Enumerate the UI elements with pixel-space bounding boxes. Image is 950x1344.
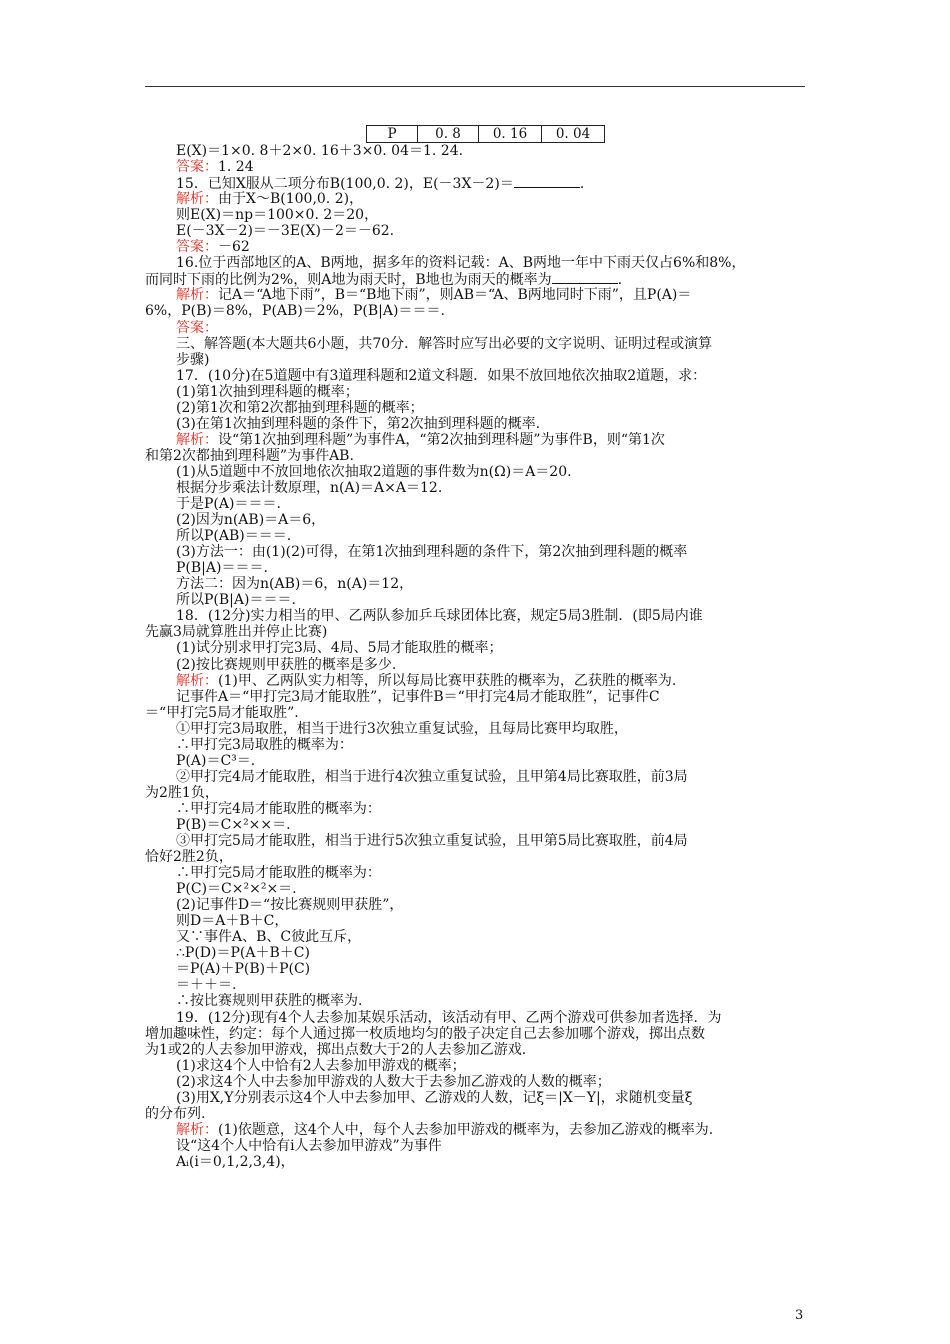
text-line: [176, 368, 808, 384]
line-text: (1)第1次抽到理科题的概率；: [176, 383, 359, 400]
line-text: 根据分步乘法计数原理，n(A)＝A×A＝12.: [176, 479, 443, 496]
text-line: [176, 143, 808, 159]
fill-in-blank: [552, 271, 618, 284]
line-text: ∴P(D)＝P(A＋B＋C): [176, 945, 310, 962]
answer-label: 解析：: [176, 1121, 218, 1138]
text-line: [176, 320, 808, 336]
line-text: ①甲打完3局取胜，相当于进行3次独立重复试验，且每局比赛甲均取胜，: [176, 720, 628, 737]
text-line: [176, 608, 808, 624]
line-text: (2)记事件D＝“按比赛规则甲获胜”，: [176, 897, 404, 914]
text-line: [176, 1074, 808, 1090]
answer-label: 解析：: [176, 672, 218, 689]
line-text: 而同时下雨的比例为2%，则A地为雨天时，B地也为雨天的概率为: [145, 272, 552, 288]
line-text: 18．(12分)实力相当的甲、乙两队参加乒乓球团体比赛，规定5局3胜制．(即5局内谁: [176, 608, 703, 625]
line-text: (3)在第1次抽到理科题的条件下，第2次抽到理科题的概率.: [176, 415, 541, 432]
text-line: [176, 913, 808, 929]
line-text: Aᵢ(i＝0,1,2,3,4)，: [176, 1153, 295, 1170]
answer-label: 答案：: [176, 319, 218, 336]
line-text: 方法二：因为n(AB)＝6，n(A)＝12，: [176, 576, 414, 593]
line-text: 1. 24: [218, 159, 254, 176]
text-line: [176, 512, 808, 528]
line-text: (1)求这4个人中恰有2人去参加甲游戏的概率；: [176, 1057, 466, 1074]
line-text: E(－3X－2)＝－3E(X)－2＝－62.: [176, 223, 395, 240]
page-number: 3: [795, 1308, 804, 1323]
text-line: [176, 384, 808, 400]
line-text: 于是P(A)＝＝＝.: [176, 496, 281, 513]
text-line: [176, 207, 808, 223]
line-text: E(X)＝1×0. 8＋2×0. 16＋3×0. 04＝1. 24.: [176, 143, 464, 159]
line-text: 则E(X)＝np＝100×0. 2＝20，: [176, 207, 379, 224]
text-line: [176, 929, 808, 945]
text-line: [176, 945, 808, 961]
line-text: 设“第1次抽到理科题”为事件A，“第2次抽到理科题”为事件B，则“第1次: [218, 431, 665, 448]
line-text: (2)按比赛规则甲获胜的概率是多少.: [176, 656, 397, 673]
line-text: 先赢3局就算胜出并停止比赛): [145, 624, 328, 641]
line-text: ∴甲打完4局才能取胜的概率为：: [176, 800, 381, 817]
text-line: [176, 673, 808, 689]
line-text: ∴甲打完3局取胜的概率为：: [176, 736, 353, 753]
line-text: 所以P(B|A)＝＝＝.: [176, 592, 296, 609]
text-line: [176, 544, 808, 560]
line-text: (2)因为n(AB)＝A＝6，: [176, 512, 326, 529]
answer-label: 答案：: [176, 239, 218, 256]
line-text: P(B|A)＝＝＝.: [176, 560, 268, 577]
text-line: [145, 705, 808, 721]
text-line: [176, 191, 808, 207]
line-text: 15．已知X服从二项分布B(100,0. 2)，E(－3X－2)＝: [176, 176, 514, 192]
text-line: [145, 785, 808, 801]
line-text: 为2胜1负，: [145, 784, 219, 801]
answer-label: 答案：: [176, 159, 218, 176]
line-text: 三、解答题(本大题共6小题，共70分．解答时应写出必要的文字说明、证明过程或演算: [176, 335, 713, 352]
text-line: [176, 239, 808, 255]
line-text: (1)从5道题中不放回地依次抽取2道题的事件数为n(Ω)＝A＝20.: [176, 463, 572, 480]
text-line: [176, 769, 808, 785]
line-text: (1)试分别求甲打完3局、4局、5局才能取胜的概率；: [176, 640, 503, 657]
text-line: [176, 352, 808, 368]
text-line: [176, 1010, 808, 1026]
answer-label: 解析：: [176, 191, 218, 208]
line-text: 19．(12分)现有4个人去参加某娱乐活动，该活动有甲、乙两个游戏可供参加者选择．为: [176, 1009, 722, 1026]
text-line: [145, 1106, 808, 1122]
text-line: [176, 159, 808, 175]
line-text: 恰好2胜2负，: [145, 849, 233, 866]
text-line: [176, 576, 808, 592]
text-line: [176, 255, 808, 271]
text-line: [176, 336, 808, 352]
text-line: [176, 865, 808, 881]
line-text: 设“这4个人中恰有i人去参加甲游戏”为事件: [176, 1137, 442, 1154]
text-line: [176, 640, 808, 656]
line-text: 记A＝“A地下雨”，B＝“B地下雨”，则AB＝“A、B两地同时下雨”，且P(A)＝: [218, 287, 692, 304]
line-text: 所以P(AB)＝＝＝.: [176, 528, 292, 545]
text-line: [145, 448, 808, 464]
line-text: 16.位于西部地区的A、B两地，据多年的资料记载：A、B两地一年中下雨天仅占6%和8%，: [176, 255, 746, 272]
line-text: 6%，P(B)＝8%，P(AB)＝2%，P(B|A)＝＝＝.: [145, 303, 445, 320]
line-text: P(B)＝C×²××＝.: [176, 816, 291, 833]
text-line: [176, 1138, 808, 1154]
text-line: [176, 1122, 808, 1138]
line-text: 又∵事件A、B、C彼此互斥，: [176, 929, 362, 946]
text-line: [176, 753, 808, 769]
line-text: 由于X～B(100,0. 2)，: [218, 191, 364, 208]
text-line: [145, 849, 808, 865]
text-line: [176, 801, 808, 817]
line-text: 增加趣味性，约定：每个人通过掷一枚质地均匀的骰子决定自己去参加哪个游戏，掷出点数: [145, 1025, 705, 1042]
text-line: [176, 432, 808, 448]
text-line: [145, 303, 808, 319]
text-line: [176, 592, 808, 608]
line-text: 和第2次都抽到理科题”为事件AB.: [145, 447, 354, 464]
table-cell: 0. 8: [418, 126, 479, 143]
text-line: [176, 897, 808, 913]
text-line: [176, 817, 808, 833]
line-text: 记事件A＝“甲打完3局才能取胜”，记事件B＝“甲打完4局才能取胜”，记事件C: [176, 688, 660, 705]
line-text: ∴甲打完5局才能取胜的概率为：: [176, 865, 381, 882]
line-text: (1)依题意，这4个人中，每个人去参加甲游戏的概率为，去参加乙游戏的概率为.: [218, 1121, 714, 1138]
distribution-table: [366, 125, 605, 143]
answer-label: 解析：: [176, 287, 218, 304]
line-text: －62: [218, 239, 250, 256]
text-line: [176, 480, 808, 496]
text-line: [176, 560, 808, 576]
text-line: [176, 961, 808, 977]
line-text: .: [579, 176, 585, 192]
text-line: [176, 528, 808, 544]
answer-label: 解析：: [176, 431, 218, 448]
line-text: (2)第1次和第2次都抽到理科题的概率；: [176, 399, 424, 416]
line-text: 17．(10分)在5道题中有3道理科题和2道文科题．如果不放回地依次抽取2道题，求：: [176, 367, 707, 384]
line-text: 步骤): [176, 351, 210, 368]
text-line: [176, 977, 808, 993]
line-text: ＝P(A)＋P(B)＋P(C): [176, 961, 311, 978]
text-line: [145, 624, 808, 640]
text-line: [176, 175, 808, 191]
text-line: [176, 657, 808, 673]
text-line: [176, 1090, 808, 1106]
line-text: ∴按比赛规则甲获胜的概率为.: [176, 993, 363, 1010]
text-line: [176, 464, 808, 480]
text-line: [176, 1154, 808, 1170]
text-line: [176, 400, 808, 416]
line-text: (3)方法一：由(1)(2)可得，在第1次抽到理科题的条件下，第2次抽到理科题的概率: [176, 544, 688, 561]
line-text: P(A)＝C³＝.: [176, 752, 256, 769]
line-text: P(C)＝C×²×²×＝.: [176, 881, 297, 898]
line-text: ＝“甲打完5局才能取胜”.: [145, 704, 299, 721]
line-text: .: [617, 272, 623, 288]
text-line: [176, 737, 808, 753]
text-line: [176, 881, 808, 897]
line-text: ＝＋＋＝.: [176, 977, 237, 994]
text-line: [176, 833, 808, 849]
table-cell: 0. 04: [542, 126, 605, 143]
table-cell: P: [367, 126, 418, 143]
text-line: [176, 496, 808, 512]
line-text: 则D＝A＋B＋C，: [176, 913, 289, 930]
text-line: [176, 287, 808, 303]
text-line: [145, 1042, 808, 1058]
line-text: ③甲打完5局才能取胜，相当于进行5次独立重复试验，且甲第5局比赛取胜，前4局: [176, 833, 688, 850]
line-text: (1)甲、乙两队实力相等，所以每局比赛甲获胜的概率为，乙获胜的概率为.: [218, 672, 677, 689]
text-line: [176, 993, 808, 1009]
line-text: 的分布列.: [145, 1105, 206, 1122]
text-line: [176, 689, 808, 705]
line-text: (3)用X,Y分别表示这4个人中去参加甲、乙游戏的人数，记ξ＝|X－Y|，求随机变量ξ: [176, 1089, 693, 1106]
fill-in-blank: [514, 175, 580, 188]
line-text: ②甲打完4局才能取胜，相当于进行4次独立重复试验，且甲第4局比赛取胜，前3局: [176, 768, 688, 785]
text-line: [176, 721, 808, 737]
header-rule: [145, 86, 805, 87]
table-cell: 0. 16: [479, 126, 542, 143]
line-text: (2)求这4个人中去参加甲游戏的人数大于去参加乙游戏的人数的概率；: [176, 1073, 611, 1090]
line-text: 为1或2的人去参加甲游戏，掷出点数大于2的人去参加乙游戏.: [145, 1041, 527, 1058]
text-line: [176, 416, 808, 432]
text-line: [145, 271, 808, 287]
text-line: [145, 1026, 808, 1042]
document-body: [145, 143, 808, 1170]
text-line: [176, 1058, 808, 1074]
text-line: [176, 223, 808, 239]
